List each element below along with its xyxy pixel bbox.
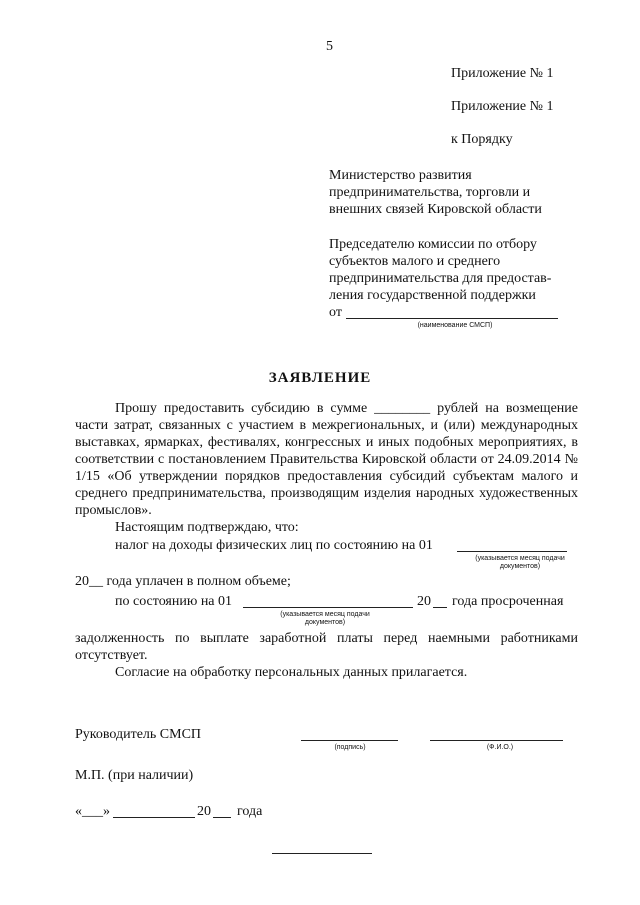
date-year-underline	[213, 817, 231, 818]
ministry-line-3: внешних связей Кировской области	[329, 202, 542, 217]
signature-underline	[301, 740, 398, 741]
footer-rule	[272, 853, 372, 854]
confirm-text: Настоящим подтверждаю, что:	[115, 520, 299, 535]
ministry-line-1: Министерство развития	[329, 168, 472, 183]
date-year: 20	[197, 804, 211, 819]
state-year-underline	[433, 607, 447, 608]
state-line-start: по состоянию на 01	[115, 594, 233, 609]
consent-text: Согласие на обработку персональных данных прилагается.	[115, 665, 468, 680]
from-caption: (наименование СМСП)	[417, 322, 493, 329]
tax-month-underline	[457, 551, 567, 552]
document-title: ЗАЯВЛЕНИЕ	[268, 370, 372, 386]
signature-caption: (подпись)	[334, 744, 366, 751]
ministry-line-2: предпринимательства, торговли и	[329, 185, 531, 200]
date-day: «___»	[75, 804, 110, 819]
state-month-underline	[243, 607, 413, 608]
head-label: Руководитель СМСП	[75, 727, 202, 742]
date-year-suffix: года	[237, 804, 263, 819]
fio-caption: (Ф.И.О.)	[486, 744, 514, 751]
chairman-line-3: предпринимательства для предостав-	[329, 271, 552, 286]
fio-underline	[430, 740, 563, 741]
state-line-end: года просроченная	[452, 594, 564, 609]
debt-paragraph: задолженность по выплате заработной платы перед наемными работниками отсутствует.	[75, 631, 578, 663]
chairman-line-4: ления государственной поддержки	[329, 288, 536, 303]
date-month-underline	[113, 817, 195, 818]
chairman-line-1: Председателю комиссии по отбору	[329, 237, 537, 252]
to-order-label: к Порядку	[451, 132, 513, 147]
state-year: 20	[417, 594, 431, 609]
from-underline	[346, 318, 558, 319]
appendix-label-1: Приложение № 1	[451, 66, 554, 81]
appendix-label-2: Приложение № 1	[451, 99, 554, 114]
tax-paid-text: 20__ года уплачен в полном объеме;	[75, 574, 291, 589]
stamp-label: М.П. (при наличии)	[75, 768, 194, 783]
tax-line-text: налог на доходы физических лиц по состоянию на 01	[115, 538, 433, 553]
page-number: 5	[326, 39, 333, 54]
state-caption: (указывается месяц подачи документов)	[280, 611, 370, 626]
tax-caption: (указывается месяц подачи документов)	[475, 555, 565, 570]
from-label: от	[329, 305, 342, 320]
chairman-line-2: субъектов малого и среднего	[329, 254, 501, 269]
request-paragraph: Прошу предоставить субсидию в сумме ________ рублей на возмещение части затрат, связанных с участием в межрегиональных, и (или) международных выставках, ярмарках, фестивалях, конгрессных и иных подобных мероприятиях, в соответствии с постановлением Правительства Кировской области от 24.09.2014 № 1/15 «Об утверждении порядков предоставления субсидий субъектам малого и среднего предпринимательства, производящим изделия народных художественных промыслов».	[75, 401, 578, 518]
